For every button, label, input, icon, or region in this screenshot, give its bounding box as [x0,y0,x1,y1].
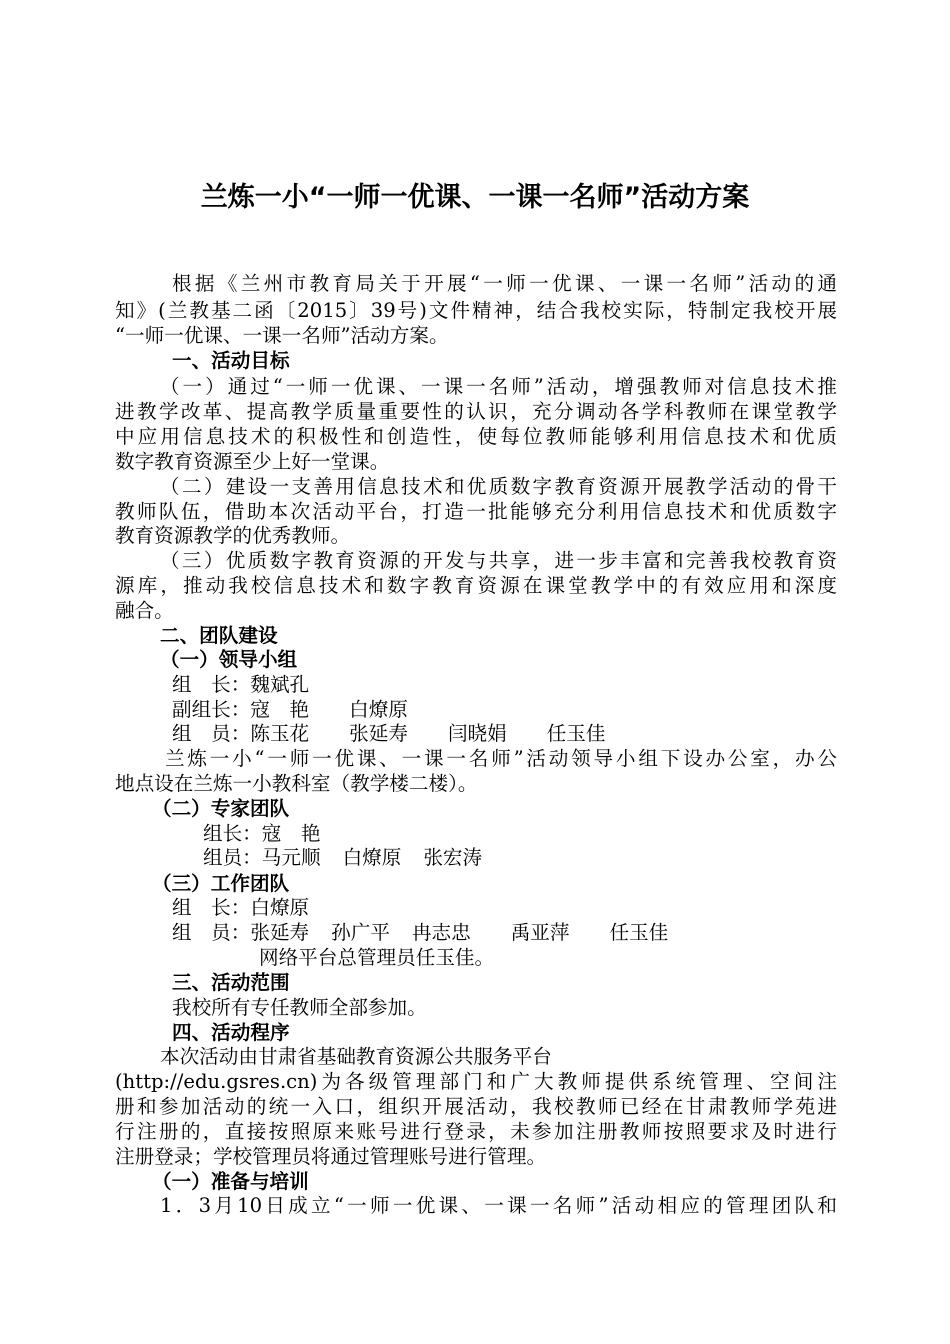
lead-leader-row [172,673,309,697]
work-leader-row [172,896,309,920]
subheading-leadership: （一）领导小组 [160,648,298,671]
expert-member-name: 马元顺 [261,846,321,869]
expert-leader-row [203,822,321,846]
intro-line-2: 知》(兰教基二函〔2015〕39号)文件精神，结合我校实际，特制定我校开展 [115,299,837,322]
lead-members-row [172,722,606,746]
intro-line-3: “一师一优课、一课一名师”活动方案。 [115,324,449,347]
expert-leader-label: 组长： [203,822,262,845]
scope-text: 我校所有专任教师全部参加。 [172,996,427,1019]
goal-2-line-1: （二）建设一支善用信息技术和优质数字教育资源开展教学活动的骨干 [160,475,837,498]
lead-member-name: 闫晓娟 [447,722,507,745]
work-leader-name: 白燎原 [250,896,310,919]
work-members-row [172,921,668,945]
goal-1-line-3: 中应用信息技术的积极性和创造性，使每位教师能够利用信息技术和优质 [115,425,837,448]
work-admin-line: 网络平台总管理员任玉佳。 [259,946,495,969]
goal-2-line-2: 教师队伍，借助本次活动平台，打造一批能够充分利用信息技术和优质数字 [115,500,837,523]
document-title: 兰炼一小“一师一优课、一课一名师”活动方案 [200,182,750,213]
goal-3-line-2: 源库，推动我校信息技术和数字教育资源在课堂教学中的有效应用和深度 [115,574,837,597]
section-heading-team: 二、团队建设 [160,624,278,647]
office-line-2: 地点设在兰炼一小教科室（教学楼二楼）。 [115,772,478,795]
expert-members-row [203,846,482,870]
lead-member-name: 张延寿 [349,722,408,745]
lead-deputy-label: 副组长： [172,698,251,721]
expert-member-name: 张宏涛 [423,846,483,869]
expert-member-name: 白燎原 [342,846,402,869]
work-member-name: 孙广平 [331,921,390,944]
subheading-work-team: （三）工作团队 [152,872,290,895]
goal-3-line-3: 融合。 [115,599,174,622]
intro-line-1: 根据《兰州市教育局关于开展“一师一优课、一课一名师”活动的通 [172,272,837,295]
work-member-name: 张延寿 [250,921,310,944]
goal-1-line-1: （一）通过“一师一优课、一课一名师”活动，增强教师对信息技术推 [160,375,837,398]
section-heading-procedure: 四、活动程序 [172,1021,290,1044]
lead-leader-label: 组 长： [172,673,251,696]
lead-deputy-name: 白燎原 [349,698,408,721]
lead-deputy-name: 寇 艳 [250,698,310,721]
expert-member-label: 组员： [203,846,262,869]
office-line-1: 兰炼一小“一师一优课、一课一名师”活动领导小组下设办公室，办公 [165,747,837,770]
expert-leader-name: 寇 艳 [261,822,321,845]
lead-member-name: 陈玉花 [250,722,310,745]
work-leader-label: 组 长： [172,896,251,919]
goal-3-line-1: （三）优质数字教育资源的开发与共享，进一步丰富和完善我校教育资 [160,549,837,572]
subheading-preparation: （一）准备与培训 [152,1170,309,1193]
work-member-name: 任玉佳 [609,921,669,944]
procedure-line-4: 行注册的，直接按照原来账号进行登录，未参加注册教师按照要求及时进行 [115,1120,837,1143]
lead-deputy-row [172,698,408,722]
work-member-name: 冉志忠 [411,921,471,944]
lead-leader-name: 魏斌孔 [250,673,310,696]
goal-1-line-4: 数字教育资源至少上好一堂课。 [115,450,390,473]
procedure-line-3: 册和参加活动的统一入口，组织开展活动，我校教师已经在甘肃教师学苑进 [115,1095,837,1118]
work-member-name: 禹亚萍 [510,921,570,944]
lead-member-label: 组 员： [172,722,251,745]
goal-1-line-2: 进教学改革、提高教学质量重要性的认识，充分调动各学科教师在课堂教学 [115,400,837,423]
section-heading-scope: 三、活动范围 [172,971,290,994]
lead-member-name: 任玉佳 [546,722,606,745]
step-1-line: 1．3月10日成立“一师一优课、一课一名师”活动相应的管理团队和 [160,1194,837,1217]
section-heading-goals: 一、活动目标 [172,349,290,372]
subheading-experts: （二）专家团队 [152,797,290,820]
goal-2-line-3: 教育资源教学的优秀教师。 [115,524,351,547]
procedure-line-1: 本次活动由甘肃省基础教育资源公共服务平台 [160,1045,552,1068]
procedure-line-2: (http://edu.gsres.cn)为各级管理部门和广大教师提供系统管理、空间注 [115,1070,837,1093]
procedure-line-5: 注册登录；学校管理员将通过管理账号进行管理。 [115,1145,547,1168]
work-member-label: 组 员： [172,921,251,944]
